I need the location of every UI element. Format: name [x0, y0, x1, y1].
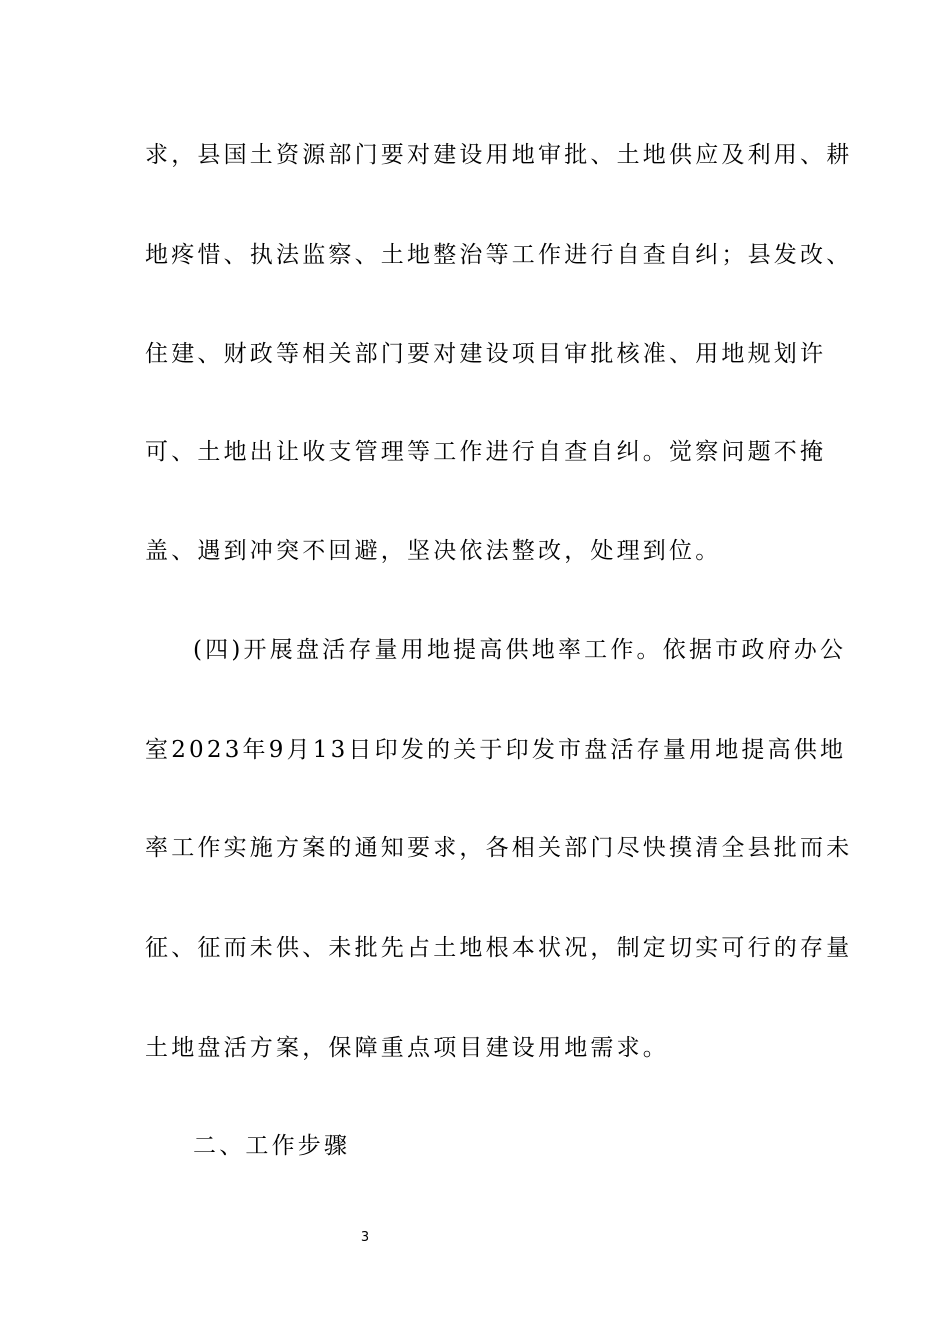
paragraph-line-8: 率工作实施方案的通知要求，各相关部门尽快摸清全县批而未: [145, 835, 853, 861]
paragraph-line-9: 征、征而未供、未批先占土地根本状况，制定切实可行的存量: [145, 935, 853, 961]
paragraph-line-3: 住建、财政等相关部门要对建设项目审批核准、用地规划许: [145, 341, 827, 367]
section-heading: 二、工作步骤: [193, 1133, 351, 1159]
page-number: 3: [360, 1230, 370, 1245]
paragraph-line-10: 土地盘活方案，保障重点项目建设用地需求。: [145, 1035, 669, 1061]
paragraph-line-7: 室2023年9月13日印发的关于印发市盘活存量用地提高供地: [145, 737, 847, 763]
paragraph-line-6: (四)开展盘活存量用地提高供地率工作。依据市政府办公: [193, 637, 847, 663]
paragraph-line-4: 可、土地出让收支管理等工作进行自查自纠。觉察问题不掩: [145, 439, 827, 465]
paragraph-line-1: 求，县国土资源部门要对建设用地审批、土地供应及利用、耕: [145, 142, 853, 168]
paragraph-line-2: 地疼惜、执法监察、土地整治等工作进行自查自纠；县发改、: [145, 242, 853, 268]
paragraph-line-5: 盖、遇到冲突不回避，坚决依法整改，处理到位。: [145, 538, 722, 564]
